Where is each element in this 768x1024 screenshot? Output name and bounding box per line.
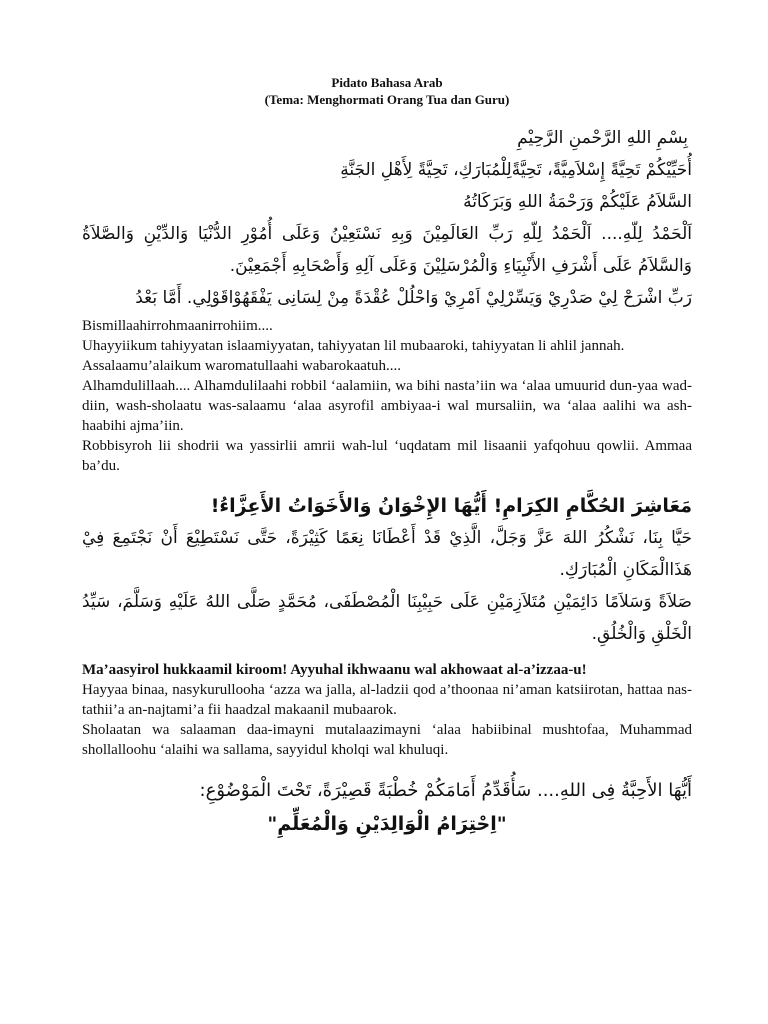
title-line-2: (Tema: Menghormati Orang Tua dan Guru) [264,92,510,107]
arabic-topic-title: "اِحْتِرَامُ الْوَالِدَيْنِ وَالْمُعَلِّمِ" [267,813,507,835]
title-line-1: Pidato Bahasa Arab [331,75,443,90]
document-title [82,74,692,108]
document-page [82,74,692,840]
address-arabic [82,490,692,650]
arabic-hamdalah: اَلْحَمْدُ لِلّهِ.... اَلْحَمْدُ لِلّهِ رَبِّ العَالَمِيْنَ وَبِهِ نَسْتَعِيْنُ وَعَلَى أُمُوْرِ الدُّنْيَا وَالدِّيْنِ وَالصَّلاَةُ وَالسَّلاَمُ عَلَى أَشْرَفِ الأَنْبِيَاءِ وَالْمُرْسَلِيْنَ وَعَلَى آلِهِ وَأَصْحَابِهِ أَجْمَعِيْنَ. [82,224,692,276]
topic-arabic [82,774,692,840]
latin-gratitude: Hayyaa binaa, nasykurullooha ‘azza wa jalla, al-ladzii qod a’thoonaa ni’aman katsiirotan, hattaa nas-tathii’a an-najtami’a fii haadzal makaanil mubaarok. [82,682,692,718]
latin-shalawat: Sholaatan wa salaaman daa-imayni mutalaazimayni ‘alaa habiibinal mushtofaa, Muhammad shollalloohu ‘alaihi wa sallama, sayyidul kholqi wal khuluqi. [82,722,692,758]
latin-address-heading: Ma’aasyirol hukkaamil kiroom! Ayyuhal ikhwaanu wal akhowaat al-a’izzaa-u! [82,662,587,678]
latin-dua: Robbisyroh lii shodrii wa yassirlii amrii wah-lul ‘uqdatam mil lisaanii yafqohuu qowlii. Ammaa ba’du. [82,438,692,474]
arabic-shalawat: صَلاَةً وَسَلاَمًا دَائِمَيْنِ مُتَلاَزِمَيْنِ عَلَى حَبِيْبِنَا الْمُصْطَفَى، مُحَمَّدٍ صَلَّى اللهُ عَلَيْهِ وَسَلَّمَ، سَيِّدُ الْخَلْقِ وَالْخُلُقِ. [82,592,692,644]
arabic-topic-intro: أَيُّهَا الأَحِبَّةُ فِى اللهِ.... سَأُقَدِّمُ أَمَامَكُمْ خُطْبَةً قَصِيْرَةً، تَحْتَ الْمَوْضُوْعِ: [199,780,692,801]
latin-greeting: Uhayyiikum tahiyyatan islaamiyyatan, tahiyyatan lil mubaaroki, tahiyyatan li ahlil jannah. [82,338,625,354]
latin-salam: Assalaamu’alaikum waromatullaahi wabarokaatuh.... [82,358,402,374]
arabic-greeting: أُحَيِّيْكُمْ تَحِيَّةً إِسْلاَمِيَّةً، تَحِيَّةًلِلْمُبَارَكِ، تَحِيَّةً لِأَهْلِ الجَنَّةِ [340,160,692,180]
opening-arabic [82,122,692,314]
arabic-gratitude: حَيَّا بِنَا، نَشْكُرُ اللهَ عَزَّ وَجَلَّ، الَّذِيْ قَدْ أَعْطَانَا نِعَمًا كَثِيْرَةً، حَتَّى نَسْتَطِيْعَ أَنْ نَجْتَمِعَ فِيْ هَذَاالْمَكَانِ الْمُبَارَكِ. [82,528,692,580]
opening-latin [82,316,692,476]
latin-hamdalah: Alhamdulillaah.... Alhamdulilaahi robbil ‘aalamiin, wa bihi nasta’iin wa ‘alaa umuurid dun-yaa wad-diin, wash-sholaatu was-salaamu ‘alaa asyrofil ambiyaa-i wal mursaliin, wa ‘alaa aalihi wa ash-haabihi ajma’iin. [82,378,692,434]
arabic-address-heading: مَعَاشِرَ الحُكَّامِ الكِرَامِ! أَيُّهَا الإِخْوَانُ وَالأَخَوَاتُ الأَعِزَّاءُ! [210,495,692,517]
arabic-basmalah: بِسْمِ اللهِ الرَّحْمنِ الرَّحِيْمِ [517,128,688,148]
address-latin [82,660,692,760]
latin-basmalah: Bismillaahirrohmaanirrohiim.... [82,318,273,334]
arabic-salam: السَّلاَمُ عَلَيْكُمْ وَرَحْمَةُ اللهِ وَبَرَكَاتُهُ [463,192,692,212]
arabic-dua: رَبِّ اشْرَحْ لِيْ صَدْرِيْ وَيَسِّرْلِيْ اَمْرِيْ وَاحْلُلْ عُقْدَةً مِنْ لِسَانِى يَفْقَهُوْاقَوْلِي. أَمَّا بَعْدُ [135,288,692,308]
